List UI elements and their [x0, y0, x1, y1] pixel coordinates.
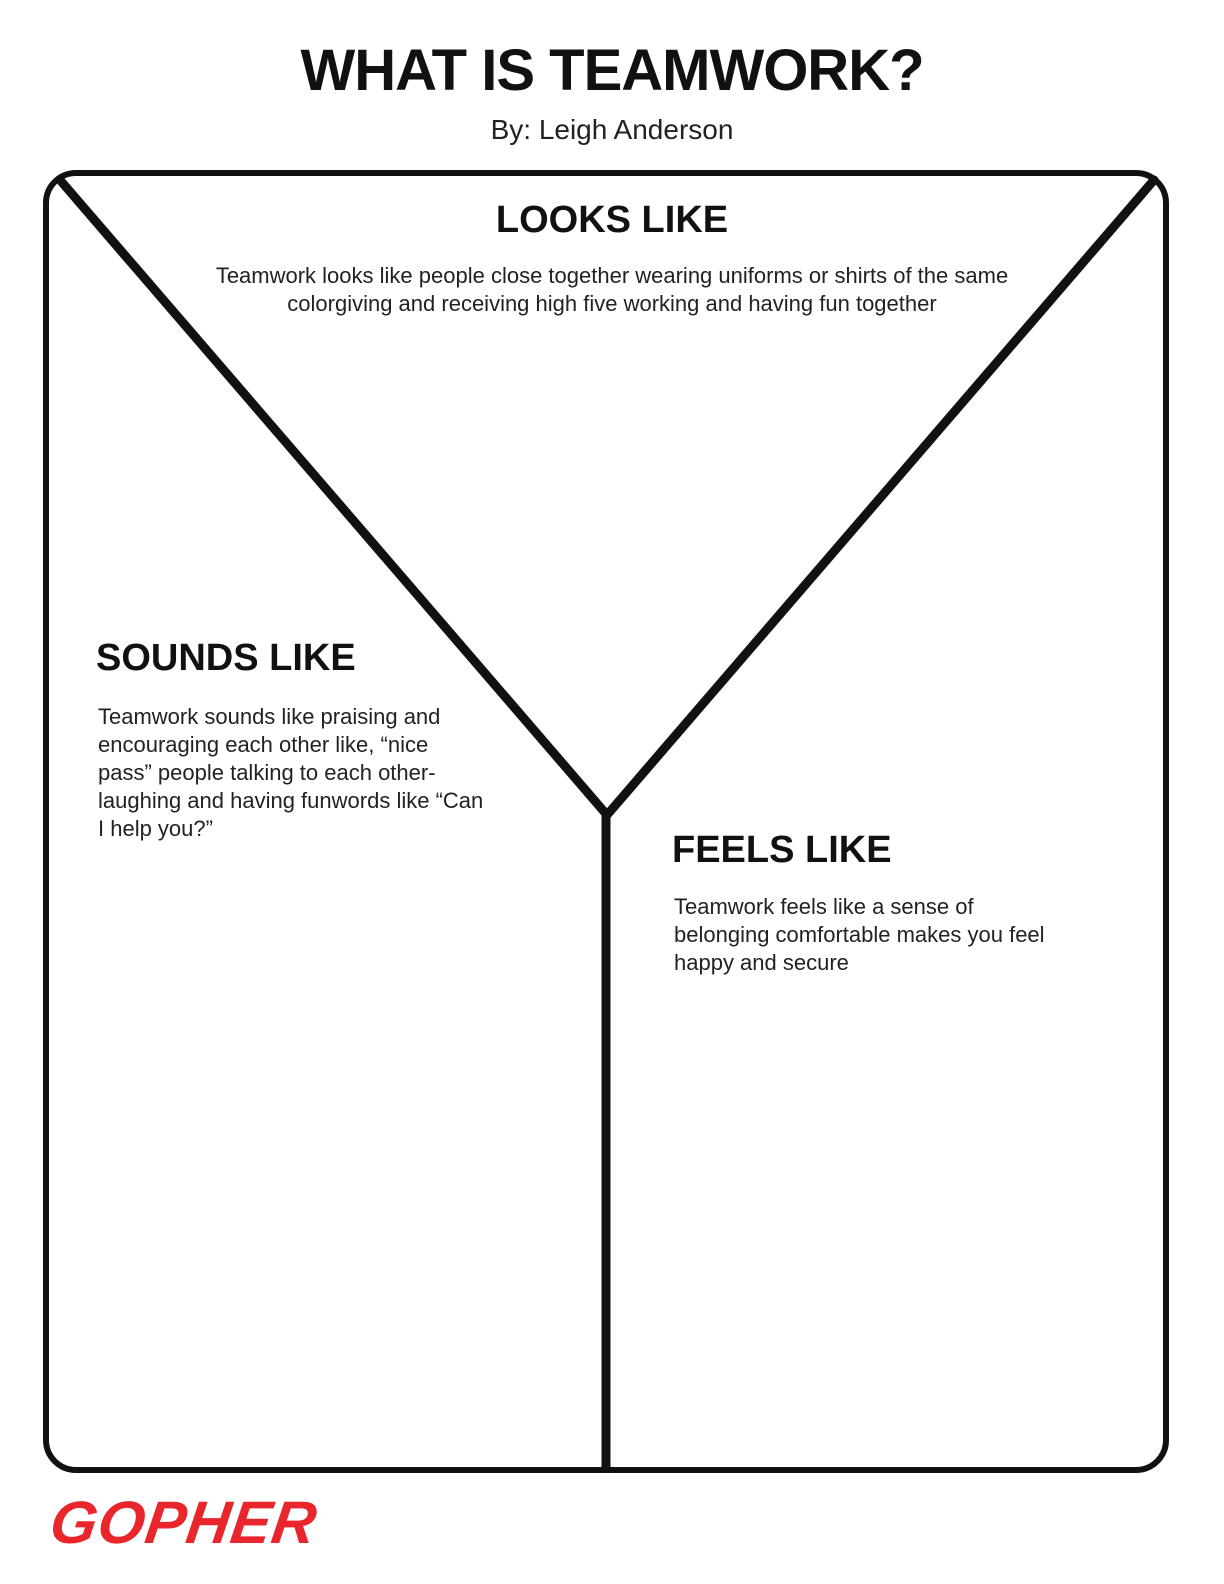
sounds-like-heading: SOUNDS LIKE [96, 637, 356, 679]
page-title: WHAT IS TEAMWORK? [300, 38, 924, 103]
looks-like-heading: LOOKS LIKE [495, 199, 729, 241]
looks-like-text: Teamwork looks like people close together wearing uniforms or shirts of the same colorgiving and receiving high five working and having fun together [215, 263, 1009, 316]
gopher-logo: GOPHER [46, 1489, 322, 1556]
feels-like-heading: FEELS LIKE [672, 829, 892, 871]
author-byline: By: Leigh Anderson [490, 114, 734, 145]
sounds-like-text: Teamwork sounds like praising and encouraging each other like, “nice pass” people talking to each other- laughing and having funwords like “Can I help you?” [98, 704, 484, 841]
feels-like-text: Teamwork feels like a sense of belonging comfortable makes you feel happy and secure [674, 894, 1045, 975]
